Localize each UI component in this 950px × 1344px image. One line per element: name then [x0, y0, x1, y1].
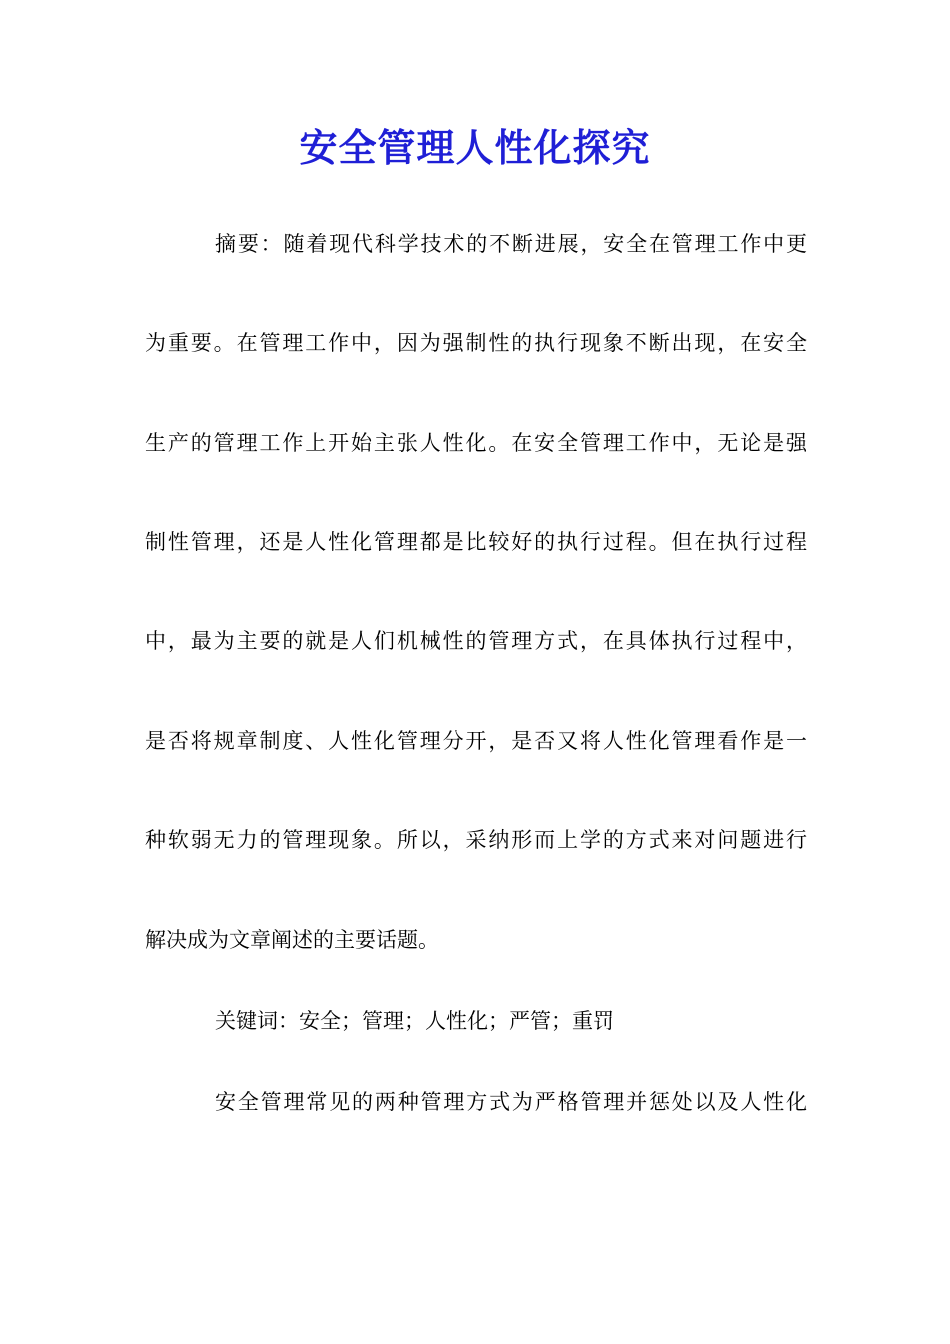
- body-paragraph-line: 安全管理常见的两种管理方式为严格管理并惩处以及人性化: [215, 1090, 807, 1114]
- abstract-line: 生产的管理工作上开始主张人性化。在安全管理工作中，无论是强: [145, 431, 807, 455]
- abstract-line: 是否将规章制度、人性化管理分开，是否又将人性化管理看作是一: [145, 729, 807, 753]
- abstract-line: 制性管理，还是人性化管理都是比较好的执行过程。但在执行过程: [145, 530, 807, 554]
- abstract-line: 种软弱无力的管理现象。所以，采纳形而上学的方式来对问题进行: [145, 828, 807, 852]
- document-title: 安全管理人性化探究: [299, 125, 651, 170]
- abstract-line: 解决成为文章阐述的主要话题。: [145, 928, 439, 952]
- abstract-line: 中，最为主要的就是人们机械性的管理方式，在具体执行过程中，: [145, 629, 807, 653]
- abstract-line: 摘要：随着现代科学技术的不断进展，安全在管理工作中更: [215, 232, 807, 256]
- abstract-line: 为重要。在管理工作中，因为强制性的执行现象不断出现，在安全: [145, 331, 807, 355]
- keywords-line: 关键词：安全；管理；人性化；严管；重罚: [215, 1009, 614, 1033]
